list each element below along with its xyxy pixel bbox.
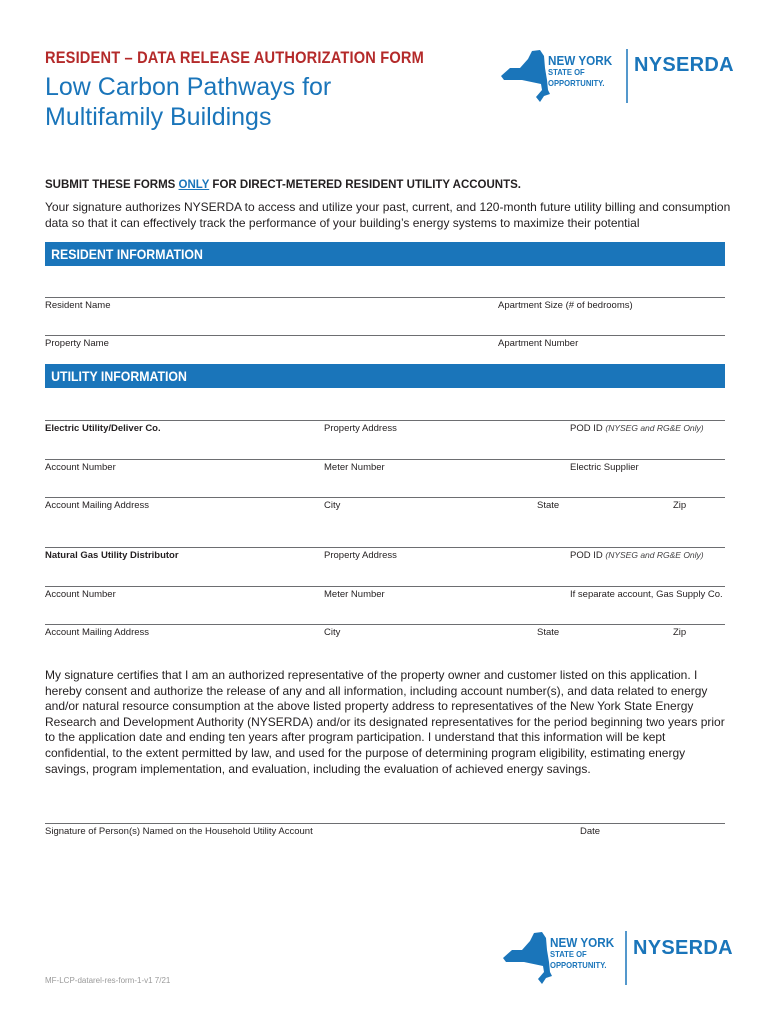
electric-property-address-label: Property Address <box>324 423 397 434</box>
gas-supply-label: If separate account, Gas Supply Co. <box>570 589 723 600</box>
gas-zip-label: Zip <box>673 627 687 638</box>
electric-row1-line[interactable] <box>45 420 725 421</box>
gas-row3-line[interactable] <box>45 624 725 625</box>
submit-only-emphasis: ONLY <box>178 179 210 191</box>
gas-pod-id-label <box>570 550 704 561</box>
property-name-line[interactable] <box>45 335 725 336</box>
electric-meter-number-label: Meter Number <box>324 462 385 473</box>
submit-instruction <box>45 179 521 191</box>
electric-zip-label: Zip <box>673 500 687 511</box>
gas-row1-line[interactable] <box>45 547 725 548</box>
ny-line3-bottom: OPPORTUNITY. <box>550 960 607 970</box>
gas-mailing-address-label: Account Mailing Address <box>45 627 150 638</box>
gas-account-number-label: Account Number <box>45 589 116 600</box>
ny-line2: STATE OF <box>548 67 585 77</box>
nyserda-wordmark: NYSERDA <box>634 54 734 76</box>
ny-line1: NEW YORK <box>548 53 613 68</box>
intro-text: Your signature authorizes NYSERDA to access and utilize your past, current, and 120-month future utility billing and consumption data so that it can effectively track the performance of your building’s energy systems to maximize their potential <box>45 200 731 230</box>
gas-utility-label: Natural Gas Utility Distributor <box>45 550 179 561</box>
electric-city-label: City <box>324 500 341 511</box>
gas-state-label: State <box>537 627 560 638</box>
submit-post: FOR DIRECT-METERED RESIDENT UTILITY ACCOUNTS. <box>209 179 522 191</box>
pod-note-text: (NYSEG and RG&E Only) <box>605 423 704 433</box>
apartment-size-label: Apartment Size (# of bedrooms) <box>498 300 633 311</box>
signature-line[interactable] <box>45 823 725 824</box>
electric-row2-line[interactable] <box>45 459 725 460</box>
pod-id-text: POD ID <box>570 423 603 434</box>
signature-label: Signature of Person(s) Named on the Household Utility Account <box>45 826 313 837</box>
submit-pre: SUBMIT THESE FORMS <box>45 179 179 191</box>
certification-text: My signature certifies that I am an authorized representative of the property owner and customer listed on this application. I hereby consent and authorize the release of any and all information, including account number(s), and data related to energy and/or natural resource consumption at the above listed property address to representatives of the New York State Energy Research and Development Authority (NYSERDA) and/or its designated representatives for the period beginning two years prior to the application date and ending ten years after program participation. I understand that this information will be kept confidential, to the extent permitted by law, and used for the purpose of determining program eligibility, estimating energy savings, program implementation, and evaluation, including the evaluation of achieved energy savings. <box>45 668 725 776</box>
property-name-label: Property Name <box>45 338 109 349</box>
program-title-line1: Low Carbon Pathways for <box>45 73 332 101</box>
nys-nyserda-logo-bottom <box>500 928 733 988</box>
electric-row3-line[interactable] <box>45 497 725 498</box>
gas-pod-note-text: (NYSEG and RG&E Only) <box>605 550 704 560</box>
gas-property-address-label: Property Address <box>324 550 397 561</box>
gas-meter-number-label: Meter Number <box>324 589 385 600</box>
apartment-number-label: Apartment Number <box>498 338 579 349</box>
gas-pod-id-text: POD ID <box>570 550 603 561</box>
date-label: Date <box>580 826 601 837</box>
electric-pod-id-label <box>570 423 704 434</box>
ny-line3: OPPORTUNITY. <box>548 78 605 88</box>
nyserda-wordmark-bottom: NYSERDA <box>633 937 733 959</box>
program-title-line2: Multifamily Buildings <box>45 103 272 131</box>
form-code: MF-LCP-datarel-res-form-1-v1 7/21 <box>45 976 171 985</box>
electric-supplier-label: Electric Supplier <box>570 462 639 473</box>
form-title: RESIDENT – DATA RELEASE AUTHORIZATION FORM <box>45 48 424 67</box>
program-title <box>45 72 385 132</box>
electric-utility-label: Electric Utility/Deliver Co. <box>45 423 161 434</box>
resident-section-heading <box>45 242 725 266</box>
utility-heading-text: UTILITY INFORMATION <box>51 368 187 384</box>
resident-heading-text: RESIDENT INFORMATION <box>51 246 203 262</box>
utility-section-heading <box>45 364 725 388</box>
electric-mailing-address-label: Account Mailing Address <box>45 500 150 511</box>
resident-name-line[interactable] <box>45 297 725 298</box>
resident-name-label: Resident Name <box>45 300 111 311</box>
electric-account-number-label: Account Number <box>45 462 116 473</box>
gas-city-label: City <box>324 627 341 638</box>
electric-state-label: State <box>537 500 560 511</box>
ny-line1-bottom: NEW YORK <box>550 935 615 950</box>
gas-row2-line[interactable] <box>45 586 725 587</box>
ny-wordmark <box>548 54 612 89</box>
nys-nyserda-logo-top <box>498 46 734 106</box>
ny-wordmark-bottom <box>550 936 614 971</box>
ny-line2-bottom: STATE OF <box>550 949 587 959</box>
